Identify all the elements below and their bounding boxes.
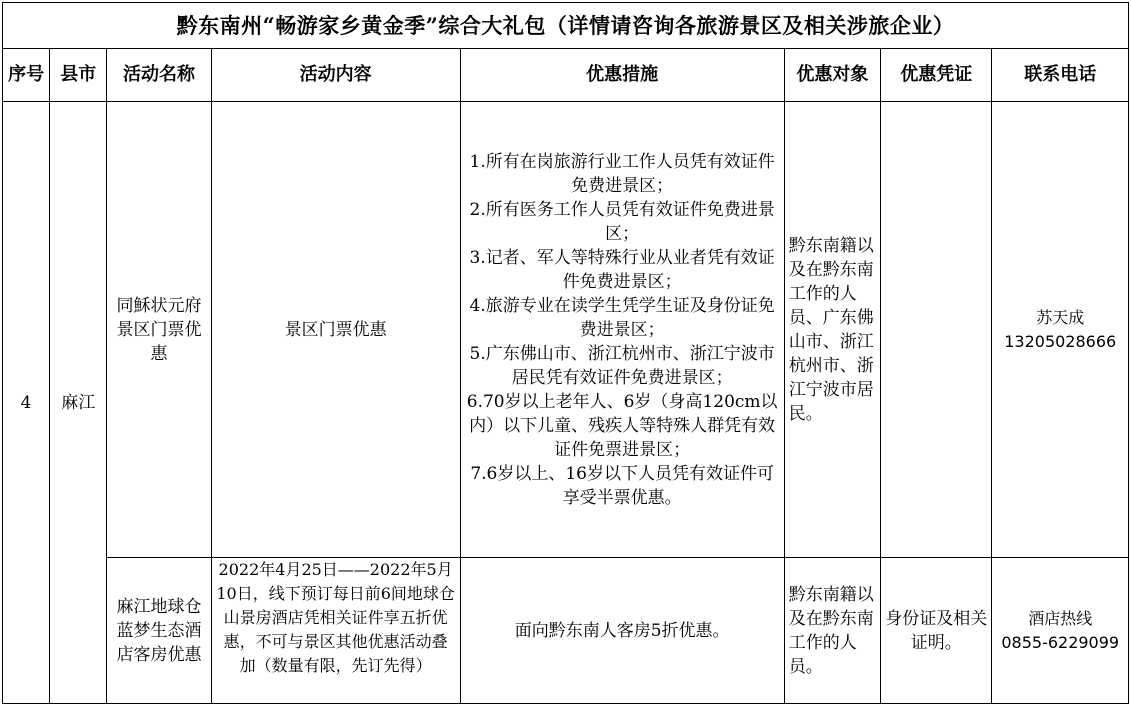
measure-item: 2.所有医务工作人员凭有效证件免费进景区； [469, 199, 775, 244]
measure-item: 6.70岁以上老年人、6岁（身高120cm以内）以下儿童、残疾人等特殊人群凭有效证件免票进景区； [466, 391, 778, 460]
measure-item: 5.广东佛山市、浙江杭州市、浙江宁波市居民凭有效证件免费进景区； [469, 343, 775, 388]
cell-phone [992, 558, 1129, 704]
header-seq: 序号 [3, 49, 50, 102]
header-activity-content: 活动内容 [211, 49, 460, 102]
cell-activity-content: 景区门票优惠 [211, 102, 460, 558]
measure-item: 4.旅游专业在读学生凭学生证及身份证免费进景区； [469, 295, 775, 340]
cell-measures [460, 102, 784, 558]
contact-name: 酒店热线 [1028, 608, 1093, 628]
measure-item: 1.所有在岗旅游行业工作人员凭有效证件免费进景区； [469, 151, 775, 196]
cell-county: 麻江 [50, 102, 107, 704]
cell-voucher [881, 102, 992, 558]
cell-target: 黔东南籍以及在黔东南工作的人员、广东佛山市、浙江杭州市、浙江宁波市居民。 [784, 102, 880, 558]
header-voucher: 优惠凭证 [881, 49, 992, 102]
header-phone: 联系电话 [992, 49, 1129, 102]
cell-seq: 4 [3, 102, 50, 704]
header-county: 县市 [50, 49, 107, 102]
cell-activity-name: 麻江地球仓蓝梦生态酒店客房优惠 [107, 558, 211, 704]
table-title: 黔东南州“畅游家乡黄金季”综合大礼包（详情请咨询各旅游景区及相关涉旅企业） [3, 3, 1129, 49]
header-target: 优惠对象 [784, 49, 880, 102]
activity-name-text: 同穌状元府景区门票优惠 [116, 295, 202, 364]
measure-item: 3.记者、军人等特殊行业从业者凭有效证件免费进景区； [469, 247, 775, 292]
cell-voucher: 身份证及相关证明。 [881, 558, 992, 704]
cell-target: 黔东南籍以及在黔东南工作的人员。 [784, 558, 880, 704]
table-row [3, 102, 1129, 558]
promotion-table [2, 2, 1129, 704]
cell-activity-content: 2022年4月25日——2022年5月10日，线下预订每日前6间地球仓山景房酒店凭相关证件享五折优惠，不可与景区其他优惠活动叠加（数量有限，先订先得） [211, 558, 460, 704]
cell-activity-name [107, 102, 211, 558]
contact-phone: 0855-6229099 [1001, 632, 1120, 652]
header-activity-name: 活动名称 [107, 49, 211, 102]
table-row [3, 558, 1129, 704]
contact-phone: 13205028666 [1004, 331, 1117, 351]
measure-item: 7.6岁以上、16岁以下人员凭有效证件可享受半票优惠。 [470, 463, 774, 508]
cell-phone [992, 102, 1129, 558]
cell-measures: 面向黔东南人客房5折优惠。 [460, 558, 784, 704]
contact-name: 苏天成 [1036, 307, 1085, 327]
header-measures: 优惠措施 [460, 49, 784, 102]
